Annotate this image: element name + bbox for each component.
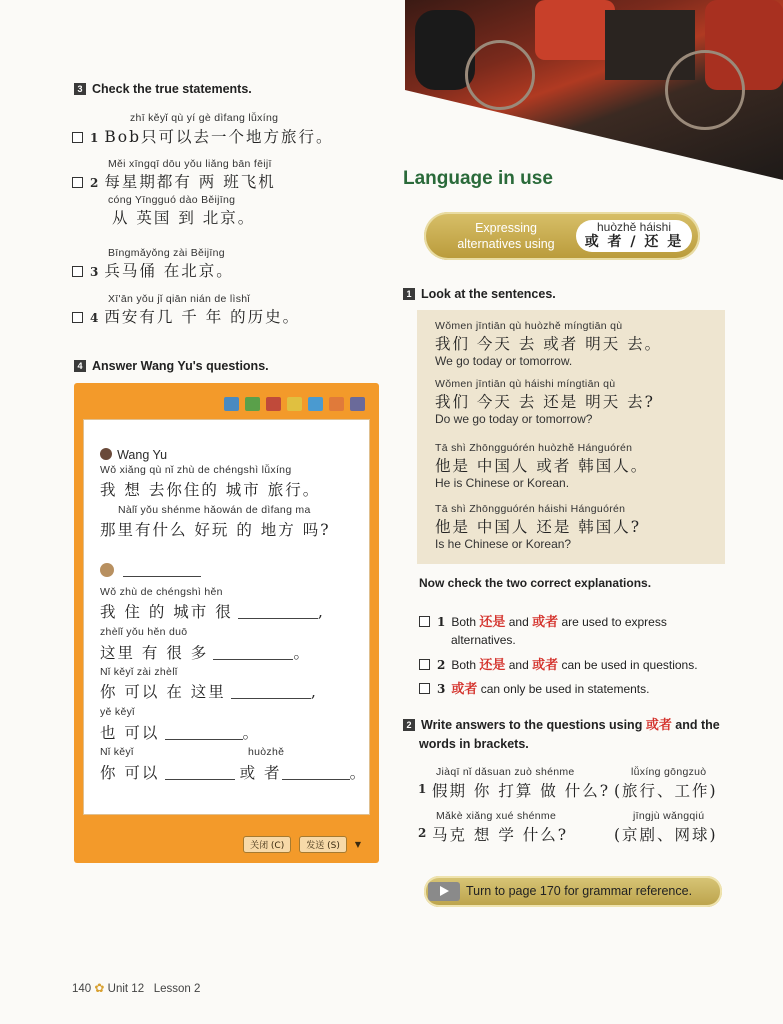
section-2-title: 2 Write answers to the questions using 或者 and the words in brackets. [403,716,720,754]
sender-name: Wang Yu [117,448,168,462]
checkbox[interactable] [72,312,83,323]
explanation-2: 2 Both 还是 and 或者 can be used in questions. [419,654,698,673]
checkbox[interactable] [419,616,430,627]
section-number: 2 [403,719,415,731]
flower-icon: ✿ [94,981,105,995]
section-3-title: 3 Check the true statements. [74,82,252,96]
sentence: Tā shì Zhōngguórén háishi Hánguórén 他是 中国人 还是 韩国人? Is he Chinese or Korean? [435,503,642,551]
reply-line [100,560,201,579]
sentence: Wǒmen jīntiān qù huòzhě míngtiān qù 我们 今天 去 或者 明天 去。 We go today or tomorrow. [435,320,663,368]
camera-icon[interactable] [308,397,323,411]
section-number: 1 [403,288,415,300]
close-button[interactable]: 关闭 (C) [243,836,291,853]
statement-2: Měi xīngqī dōu yǒu liǎng bān fēijī 2 每星期都有 两 班飞机 cóng Yīngguó dào Běijīng 从 英国 到 北京。 [72,158,276,228]
chat-window [74,383,379,863]
explanation-1: 1 Both 还是 and 或者 are used to express alternatives. [419,611,667,647]
mail-icon[interactable] [287,397,302,411]
section-number: 3 [74,83,86,95]
question-1: Jiàqī nǐ dǎsuan zuò shénme lǚxíng gōngzuò 1 假期 你 打算 做 什么? (旅行、工作) [418,766,718,800]
chat-toolbar [224,397,365,411]
printer-icon[interactable] [266,397,281,411]
dropdown-arrow-icon[interactable]: ▼ [354,840,361,849]
grammar-reference-bar[interactable]: Turn to page 170 for grammar reference. [424,876,722,907]
settings-icon[interactable] [350,397,365,411]
send-button[interactable]: 发送 (S) [299,836,347,853]
check-prompt: Now check the two correct explanations. [419,576,652,590]
answer-blank[interactable] [165,739,243,740]
folder-icon[interactable] [224,397,239,411]
example-sentences-box [417,310,725,564]
question-2: Mǎkè xiǎng xué shénme jīngjù wǎngqiú 2 马克 想 学 什么? (京剧、网球) [418,810,718,844]
section-4-title: 4 Answer Wang Yu's questions. [74,359,269,373]
avatar-icon [100,448,112,460]
page-number: 140 [72,983,92,995]
chat-buttons [243,836,361,853]
statement-1: zhī kěyǐ qù yí gè dìfang lǚxíng 1 Bob只可以去一个地方旅行。 [72,112,334,147]
statement-3: Bīngmǎyǒng zài Běijīng 3 兵马俑 在北京。 [72,247,234,281]
answer-blank[interactable] [165,779,235,780]
checkbox[interactable] [419,683,430,694]
sentence: Wǒmen jīntiān qù háishi míngtiān qù 我们 今天 去 还是 明天 去? Do we go today or tomorrow? [435,378,655,426]
checkbox[interactable] [72,266,83,277]
language-in-use-title: Language in use [403,168,553,189]
answer-blank[interactable] [238,618,318,619]
checkbox[interactable] [419,659,430,670]
answer-blank[interactable] [231,698,311,699]
user-avatar-icon [100,563,114,577]
sentence: Tā shì Zhōngguórén huòzhě Hánguórén 他是 中国人 或者 韩国人。 He is Chinese or Korean. [435,442,649,490]
topic-pill: Expressing alternatives using huòzhě háishi 或 者 / 还 是 [424,212,700,260]
rickshaw-photo [405,0,783,180]
chat-message-area: Wang Yu Wǒ xiǎng qù nǐ zhù de chéngshì lǚxíng 我 想 去你住的 城市 旅行。 Nàlǐ yǒu shénme hǎowán de dìfang ma 那里有什么 好玩 的 地方 吗? Wǒ zhù de chéngshì hěn 我 住 的 城市 很 , zhèlǐ yǒu hěn duō 这里 有 很 多 。 Nǐ kěyǐ zài zhèlǐ 你 可以 在 这里 , yě kěyǐ 也 可以 。 Nǐ kěyǐ huòzhě 你 可以 或 者 。 [83,419,370,815]
checkbox[interactable] [72,177,83,188]
sender-line [100,444,167,463]
checkbox[interactable] [72,132,83,143]
explanation-3: 3 或者 can only be used in statements. [419,678,649,697]
statement-4: Xī'ān yǒu jǐ qiān nián de lìshǐ 4 西安有几 千 年 的历史。 [72,293,300,327]
image-icon[interactable] [245,397,260,411]
name-blank[interactable] [123,576,201,577]
a5-pinyin: Nǐ kěyǐ huòzhě [100,746,285,758]
answer-blank[interactable] [213,659,293,660]
section-1-title: 1 Look at the sentences. [403,287,556,301]
section-number: 4 [74,360,86,372]
answer-blank[interactable] [282,779,350,780]
play-icon [428,882,460,901]
music-icon[interactable] [329,397,344,411]
page-footer: 140 ✿ Unit 12 Lesson 2 [72,981,201,995]
